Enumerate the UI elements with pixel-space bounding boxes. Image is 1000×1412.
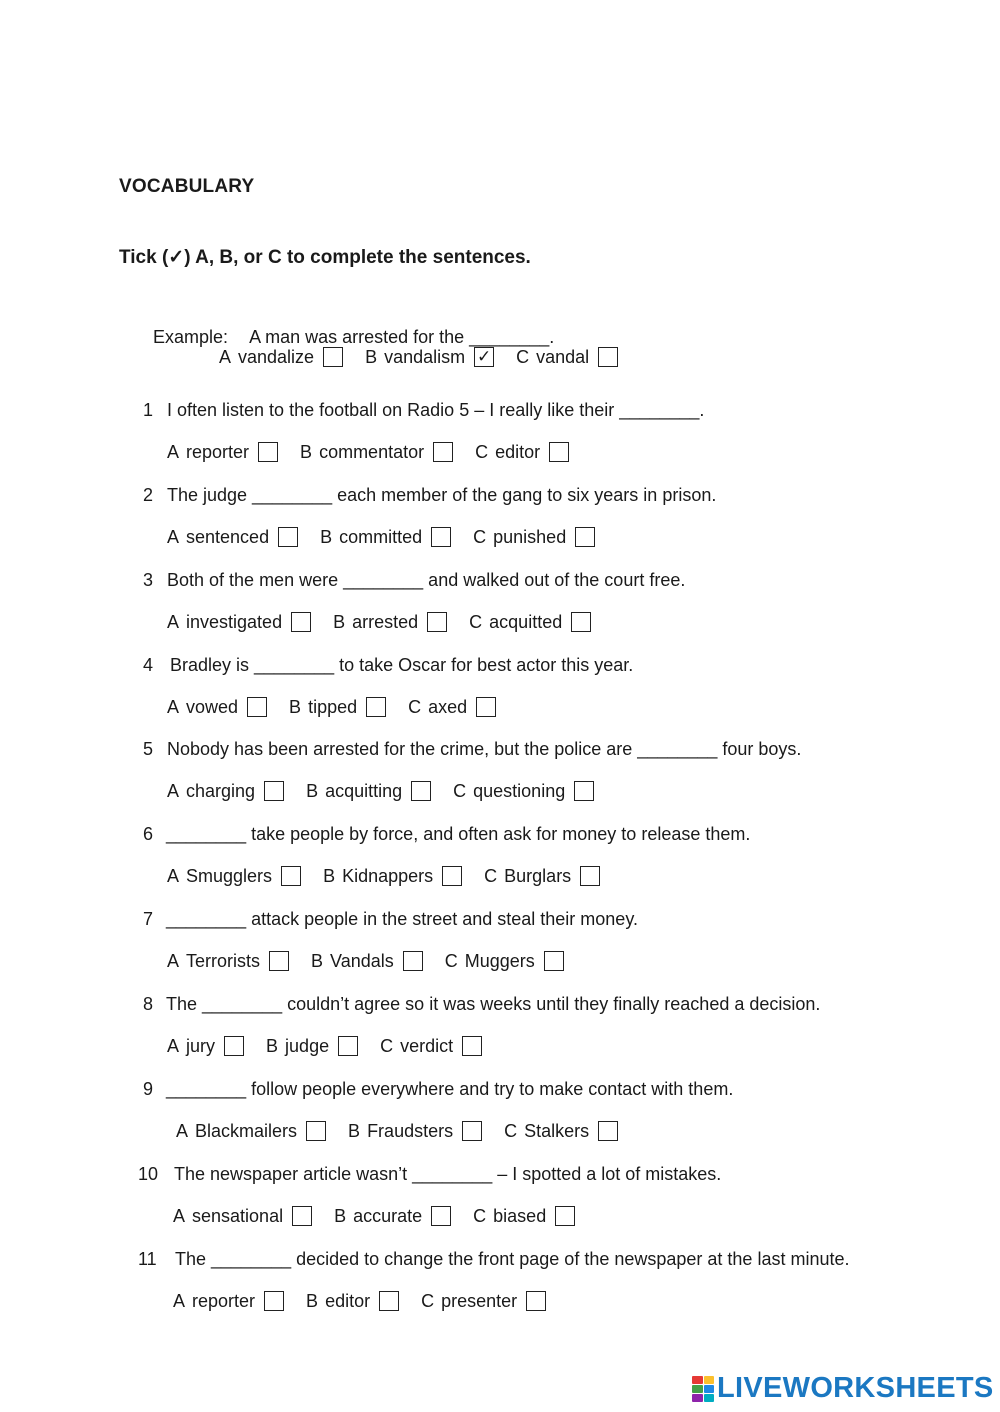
logo-text: LIVEWORKSHEETS — [717, 1372, 994, 1404]
option-c — [484, 865, 600, 887]
example-options — [219, 346, 640, 368]
question-8-options — [167, 1035, 504, 1057]
option-word: accurate — [353, 1206, 423, 1226]
option-word: sensational — [192, 1206, 284, 1226]
question-6 — [143, 823, 751, 845]
option-word: Stalkers — [524, 1121, 590, 1141]
question-sentence: ________ follow people everywhere and try to make contact with them. — [166, 1079, 734, 1099]
option-letter: C — [473, 1206, 487, 1226]
question-3 — [143, 569, 686, 591]
option-word: reporter — [186, 442, 250, 462]
answer-checkbox[interactable] — [366, 697, 386, 717]
logo-square — [704, 1385, 715, 1393]
question-sentence: Nobody has been arrested for the crime, but the police are ________ four boys. — [167, 739, 802, 759]
question-10-options — [173, 1205, 597, 1227]
option-a — [167, 780, 284, 802]
example-sentence: A man was arrested for the ________. — [249, 327, 555, 347]
option-letter: C — [453, 781, 467, 801]
question-7-options — [167, 950, 586, 972]
option-letter: B — [334, 1206, 347, 1226]
option-a — [167, 950, 289, 972]
option-word: vandalism — [384, 347, 466, 367]
option-b — [266, 1035, 358, 1057]
answer-checkbox[interactable] — [549, 442, 569, 462]
option-b — [289, 696, 386, 718]
option-b — [320, 526, 451, 548]
option-letter: B — [289, 697, 302, 717]
option-word: Burglars — [504, 866, 572, 886]
option-word: acquitted — [489, 612, 563, 632]
option-word: committed — [339, 527, 423, 547]
option-word: Fraudsters — [367, 1121, 454, 1141]
option-c — [469, 611, 591, 633]
answer-checkbox[interactable] — [269, 951, 289, 971]
option-c — [475, 441, 569, 463]
question-sentence: ________ take people by force, and often ask for money to release them. — [166, 824, 751, 844]
question-sentence: The newspaper article wasn’t ________ – I spotted a lot of mistakes. — [174, 1164, 722, 1184]
option-word: questioning — [473, 781, 566, 801]
option-word: investigated — [186, 612, 283, 632]
option-letter: C — [469, 612, 483, 632]
option-letter: A — [219, 347, 232, 367]
option-word: charging — [186, 781, 256, 801]
option-letter: C — [380, 1036, 394, 1056]
answer-checkbox[interactable] — [598, 347, 618, 367]
answer-checkbox[interactable] — [598, 1121, 618, 1141]
option-word: Muggers — [464, 951, 535, 971]
answer-checkbox[interactable] — [431, 527, 451, 547]
option-c — [408, 696, 496, 718]
question-sentence: ________ attack people in the street and steal their money. — [166, 909, 638, 929]
option-letter: B — [306, 781, 319, 801]
option-word: sentenced — [186, 527, 270, 547]
logo-square — [704, 1394, 715, 1402]
question-number: 8 — [143, 994, 154, 1014]
question-number: 4 — [143, 655, 154, 675]
logo-square — [692, 1394, 703, 1402]
option-a — [167, 611, 311, 633]
option-a — [173, 1205, 312, 1227]
option-letter: C — [473, 527, 487, 547]
option-word: vowed — [186, 697, 239, 717]
option-c — [380, 1035, 482, 1057]
option-letter: B — [320, 527, 333, 547]
answer-checkbox[interactable] — [264, 781, 284, 801]
answer-checkbox[interactable] — [224, 1036, 244, 1056]
answer-checkbox[interactable] — [379, 1291, 399, 1311]
option-letter: A — [167, 866, 180, 886]
answer-checkbox-checked[interactable]: ✓ — [474, 347, 494, 367]
option-a — [167, 696, 267, 718]
question-number: 2 — [143, 485, 154, 505]
question-9 — [143, 1078, 734, 1100]
option-word: vandalize — [238, 347, 315, 367]
answer-checkbox[interactable] — [575, 527, 595, 547]
answer-checkbox[interactable] — [555, 1206, 575, 1226]
option-word: presenter — [441, 1291, 518, 1311]
answer-checkbox[interactable] — [580, 866, 600, 886]
option-letter: B — [323, 866, 336, 886]
answer-checkbox[interactable] — [306, 1121, 326, 1141]
answer-checkbox[interactable] — [281, 866, 301, 886]
option-b — [333, 611, 447, 633]
answer-checkbox[interactable] — [264, 1291, 284, 1311]
option-c — [445, 950, 564, 972]
option-c — [504, 1120, 618, 1142]
question-2 — [143, 484, 717, 506]
question-3-options — [167, 611, 613, 633]
option-a — [167, 441, 278, 463]
option-letter: B — [300, 442, 313, 462]
option-c — [473, 526, 595, 548]
question-number: 5 — [143, 739, 154, 759]
answer-checkbox[interactable] — [462, 1121, 482, 1141]
question-8 — [143, 993, 821, 1015]
answer-checkbox[interactable] — [433, 442, 453, 462]
answer-checkbox[interactable] — [526, 1291, 546, 1311]
option-b — [306, 780, 431, 802]
option-letter: A — [173, 1291, 186, 1311]
option-word: reporter — [192, 1291, 256, 1311]
question-11-options — [173, 1290, 568, 1312]
answer-checkbox[interactable] — [338, 1036, 358, 1056]
option-b — [334, 1205, 451, 1227]
option-letter: A — [167, 1036, 180, 1056]
example-sentence-line — [143, 304, 554, 348]
option-letter: A — [167, 781, 180, 801]
option-word: editor — [495, 442, 541, 462]
answer-checkbox[interactable] — [411, 781, 431, 801]
example-label: Example: — [153, 327, 229, 347]
option-b — [306, 1290, 399, 1312]
option-a — [219, 346, 343, 368]
question-10 — [138, 1163, 722, 1185]
option-word: Terrorists — [186, 951, 261, 971]
question-sentence: The ________ decided to change the front page of the newspaper at the last minute. — [175, 1249, 850, 1269]
option-letter: C — [444, 951, 458, 971]
option-letter: B — [266, 1036, 279, 1056]
option-a — [176, 1120, 326, 1142]
answer-checkbox[interactable] — [403, 951, 423, 971]
option-a — [173, 1290, 284, 1312]
question-number: 9 — [143, 1079, 154, 1099]
option-word: Smugglers — [186, 866, 273, 886]
answer-checkbox[interactable] — [431, 1206, 451, 1226]
option-b — [348, 1120, 482, 1142]
answer-checkbox[interactable] — [258, 442, 278, 462]
answer-checkbox[interactable] — [247, 697, 267, 717]
option-word: Vandals — [330, 951, 394, 971]
option-letter: B — [348, 1121, 361, 1141]
option-letter: B — [365, 347, 378, 367]
option-a — [167, 526, 298, 548]
option-letter: A — [167, 697, 180, 717]
option-letter: A — [167, 442, 180, 462]
option-c — [473, 1205, 575, 1227]
option-letter: A — [167, 612, 180, 632]
option-word: Kidnappers — [342, 866, 434, 886]
question-number: 7 — [143, 909, 154, 929]
question-sentence: Bradley is ________ to take Oscar for best actor this year. — [170, 655, 634, 675]
option-word: jury — [186, 1036, 216, 1056]
option-c — [421, 1290, 546, 1312]
answer-checkbox[interactable] — [574, 781, 594, 801]
option-letter: C — [475, 442, 489, 462]
option-b — [365, 346, 494, 368]
option-letter: C — [421, 1291, 435, 1311]
question-sentence: I often listen to the football on Radio 5 – I really like their ________. — [167, 400, 705, 420]
option-b — [300, 441, 453, 463]
option-letter: C — [504, 1121, 518, 1141]
question-sentence: The judge ________ each member of the gang to six years in prison. — [167, 485, 717, 505]
option-letter: A — [167, 951, 180, 971]
logo-square — [692, 1385, 703, 1393]
question-4 — [143, 654, 634, 676]
option-word: arrested — [352, 612, 419, 632]
question-number: 1 — [143, 400, 154, 420]
option-word: biased — [493, 1206, 547, 1226]
answer-checkbox[interactable] — [462, 1036, 482, 1056]
question-5-options — [167, 780, 616, 802]
option-letter: B — [311, 951, 324, 971]
option-letter: A — [173, 1206, 186, 1226]
option-letter: C — [516, 347, 530, 367]
option-letter: C — [484, 866, 498, 886]
option-c — [453, 780, 594, 802]
question-number: 10 — [138, 1164, 159, 1184]
question-5 — [143, 738, 802, 760]
option-word: Blackmailers — [195, 1121, 298, 1141]
option-word: tipped — [308, 697, 358, 717]
question-sentence: Both of the men were ________ and walked out of the court free. — [167, 570, 686, 590]
answer-checkbox[interactable] — [476, 697, 496, 717]
question-11 — [138, 1248, 850, 1270]
option-c — [516, 346, 618, 368]
answer-checkbox[interactable] — [292, 1206, 312, 1226]
option-letter: C — [408, 697, 422, 717]
option-letter: B — [306, 1291, 319, 1311]
option-letter: A — [176, 1121, 189, 1141]
question-number: 3 — [143, 570, 154, 590]
question-7 — [143, 908, 638, 930]
question-2-options — [167, 526, 617, 548]
logo-square — [692, 1376, 703, 1384]
answer-checkbox[interactable] — [442, 866, 462, 886]
option-letter: B — [333, 612, 346, 632]
question-sentence: The ________ couldn’t agree so it was weeks until they finally reached a decision. — [166, 994, 821, 1014]
option-word: judge — [285, 1036, 330, 1056]
section-heading: VOCABULARY — [119, 176, 255, 197]
option-word: vandal — [536, 347, 590, 367]
liveworksheets-logo — [692, 1372, 994, 1405]
question-6-options — [167, 865, 622, 887]
answer-checkbox[interactable] — [571, 612, 591, 632]
answer-checkbox[interactable] — [323, 347, 343, 367]
answer-checkbox[interactable] — [278, 527, 298, 547]
question-1-options — [167, 441, 591, 463]
option-word: verdict — [400, 1036, 454, 1056]
question-number: 11 — [138, 1249, 157, 1269]
question-number: 6 — [143, 824, 154, 844]
answer-checkbox[interactable] — [544, 951, 564, 971]
logo-square — [704, 1376, 715, 1384]
option-word: commentator — [319, 442, 425, 462]
option-letter: A — [167, 527, 180, 547]
question-9-options — [176, 1120, 640, 1142]
option-a — [167, 1035, 244, 1057]
question-1 — [143, 399, 705, 421]
option-word: axed — [428, 697, 468, 717]
answer-checkbox[interactable] — [291, 612, 311, 632]
answer-checkbox[interactable] — [427, 612, 447, 632]
logo-mark-icon — [692, 1376, 714, 1402]
option-word: punished — [493, 527, 567, 547]
option-a — [167, 865, 301, 887]
option-word: editor — [325, 1291, 371, 1311]
option-word: acquitting — [325, 781, 403, 801]
option-b — [323, 865, 462, 887]
question-4-options — [167, 696, 518, 718]
option-b — [311, 950, 423, 972]
instruction-text: Tick (✓) A, B, or C to complete the sentences. — [119, 247, 531, 268]
